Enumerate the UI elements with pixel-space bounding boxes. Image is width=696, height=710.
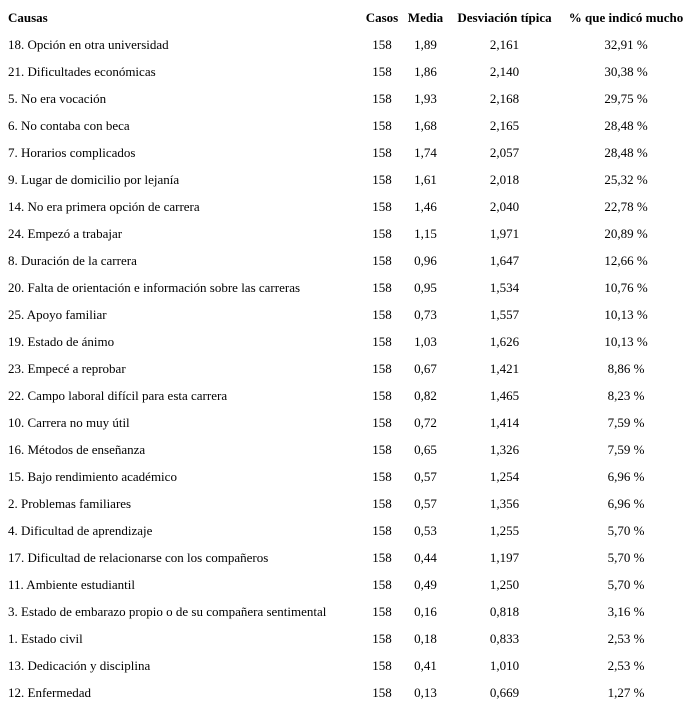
mean-cell: 1,93	[414, 90, 437, 106]
mean-cell: 1,86	[414, 63, 437, 79]
cause-cell: 1. Estado civil	[8, 630, 83, 646]
header-media: Media	[407, 9, 444, 25]
stddev-cell: 1,197	[489, 549, 520, 565]
stddev-cell: 1,010	[489, 657, 520, 673]
percent-cell: 3,16 %	[607, 603, 645, 619]
percent-cell: 32,91 %	[604, 36, 648, 52]
table-row	[6, 301, 692, 328]
table-row	[6, 355, 692, 382]
cause-cell: 12. Enfermedad	[8, 684, 92, 700]
percent-cell: 20,89 %	[604, 225, 648, 241]
mean-cell: 0,96	[414, 252, 437, 268]
cases-cell: 158	[372, 522, 392, 538]
percent-cell: 2,53 %	[607, 630, 645, 646]
cause-cell: 6. No contaba con beca	[8, 117, 130, 133]
stddev-cell: 1,326	[489, 441, 520, 457]
percent-cell: 6,96 %	[607, 468, 645, 484]
stddev-cell: 1,971	[489, 225, 520, 241]
cases-cell: 158	[372, 495, 392, 511]
cases-cell: 158	[372, 441, 392, 457]
table-row	[6, 247, 692, 274]
cause-cell: 20. Falta de orientación e información sobre las carreras	[8, 279, 301, 295]
mean-cell: 0,95	[414, 279, 437, 295]
table-row	[6, 679, 692, 706]
stddev-cell: 1,465	[489, 387, 520, 403]
cases-cell: 158	[372, 333, 392, 349]
cause-cell: 5. No era vocación	[8, 90, 107, 106]
stddev-cell: 0,833	[489, 630, 520, 646]
percent-cell: 30,38 %	[604, 63, 648, 79]
percent-cell: 1,27 %	[607, 684, 645, 700]
mean-cell: 0,49	[414, 576, 437, 592]
header-row	[6, 4, 692, 31]
stddev-cell: 1,356	[489, 495, 520, 511]
cause-cell: 10. Carrera no muy útil	[8, 414, 130, 430]
table-row	[6, 31, 692, 58]
percent-cell: 6,96 %	[607, 495, 645, 511]
mean-cell: 1,61	[414, 171, 437, 187]
cases-cell: 158	[372, 279, 392, 295]
cases-cell: 158	[372, 576, 392, 592]
mean-cell: 0,53	[414, 522, 437, 538]
percent-cell: 10,13 %	[604, 333, 648, 349]
percent-cell: 8,86 %	[607, 360, 645, 376]
table-row	[6, 517, 692, 544]
table-row	[6, 625, 692, 652]
mean-cell: 1,03	[414, 333, 437, 349]
stddev-cell: 2,161	[489, 36, 520, 52]
cases-cell: 158	[372, 360, 392, 376]
stddev-cell: 2,018	[489, 171, 520, 187]
cases-cell: 158	[372, 603, 392, 619]
percent-cell: 5,70 %	[607, 522, 645, 538]
stddev-cell: 1,534	[489, 279, 520, 295]
mean-cell: 0,57	[414, 468, 437, 484]
stddev-cell: 2,168	[489, 90, 520, 106]
cause-cell: 16. Métodos de enseñanza	[8, 441, 146, 457]
mean-cell: 0,18	[414, 630, 437, 646]
cause-cell: 22. Campo laboral difícil para esta carrera	[8, 387, 228, 403]
cause-cell: 14. No era primera opción de carrera	[8, 198, 200, 214]
mean-cell: 1,68	[414, 117, 437, 133]
cases-cell: 158	[372, 90, 392, 106]
table-row	[6, 166, 692, 193]
table-row	[6, 436, 692, 463]
table-row	[6, 544, 692, 571]
table-row	[6, 193, 692, 220]
percent-cell: 10,13 %	[604, 306, 648, 322]
header-desviacion: Desviación típica	[457, 9, 552, 25]
table-row	[6, 274, 692, 301]
table-row	[6, 409, 692, 436]
cases-cell: 158	[372, 684, 392, 700]
table-row	[6, 328, 692, 355]
cause-cell: 3. Estado de embarazo propio o de su compañera sentimental	[8, 603, 327, 619]
percent-cell: 29,75 %	[604, 90, 648, 106]
mean-cell: 0,41	[414, 657, 437, 673]
mean-cell: 1,15	[414, 225, 437, 241]
cause-cell: 17. Dificultad de relacionarse con los compañeros	[8, 549, 269, 565]
percent-cell: 28,48 %	[604, 117, 648, 133]
cases-cell: 158	[372, 306, 392, 322]
percent-cell: 28,48 %	[604, 144, 648, 160]
causes-table	[6, 4, 692, 706]
percent-cell: 5,70 %	[607, 576, 645, 592]
cause-cell: 15. Bajo rendimiento académico	[8, 468, 177, 484]
mean-cell: 0,72	[414, 414, 437, 430]
table-row	[6, 382, 692, 409]
mean-cell: 0,67	[414, 360, 437, 376]
cases-cell: 158	[372, 414, 392, 430]
header-porcentaje: % que indicó mucho	[568, 9, 684, 25]
stddev-cell: 0,818	[489, 603, 520, 619]
mean-cell: 1,46	[414, 198, 437, 214]
mean-cell: 1,74	[414, 144, 437, 160]
cases-cell: 158	[372, 117, 392, 133]
stddev-cell: 2,140	[489, 63, 520, 79]
table-row	[6, 220, 692, 247]
cause-cell: 19. Estado de ánimo	[8, 333, 115, 349]
cause-cell: 25. Apoyo familiar	[8, 306, 107, 322]
cause-cell: 9. Lugar de domicilio por lejanía	[8, 171, 180, 187]
cases-cell: 158	[372, 657, 392, 673]
percent-cell: 2,53 %	[607, 657, 645, 673]
cause-cell: 8. Duración de la carrera	[8, 252, 137, 268]
cause-cell: 4. Dificultad de aprendizaje	[8, 522, 153, 538]
table-row	[6, 139, 692, 166]
mean-cell: 0,44	[414, 549, 437, 565]
stddev-cell: 1,626	[489, 333, 520, 349]
table-row	[6, 112, 692, 139]
percent-cell: 12,66 %	[604, 252, 648, 268]
stddev-cell: 1,421	[489, 360, 520, 376]
percent-cell: 7,59 %	[607, 414, 645, 430]
cause-cell: 23. Empecé a reprobar	[8, 360, 126, 376]
percent-cell: 22,78 %	[604, 198, 648, 214]
mean-cell: 0,16	[414, 603, 437, 619]
table-row	[6, 58, 692, 85]
cases-cell: 158	[372, 198, 392, 214]
table-row	[6, 490, 692, 517]
header-causas: Causas	[8, 9, 48, 25]
mean-cell: 0,57	[414, 495, 437, 511]
stddev-cell: 1,647	[489, 252, 520, 268]
cases-cell: 158	[372, 171, 392, 187]
cases-cell: 158	[372, 252, 392, 268]
stddev-cell: 1,557	[489, 306, 520, 322]
cause-cell: 11. Ambiente estudiantil	[8, 576, 135, 592]
stddev-cell: 2,165	[489, 117, 520, 133]
cases-cell: 158	[372, 468, 392, 484]
percent-cell: 5,70 %	[607, 549, 645, 565]
stddev-cell: 1,255	[489, 522, 520, 538]
cases-cell: 158	[372, 36, 392, 52]
percent-cell: 7,59 %	[607, 441, 645, 457]
header-casos: Casos	[365, 9, 399, 25]
cause-cell: 2. Problemas familiares	[8, 495, 132, 511]
percent-cell: 8,23 %	[607, 387, 645, 403]
mean-cell: 0,73	[414, 306, 437, 322]
stddev-cell: 2,040	[489, 198, 520, 214]
stddev-cell: 1,254	[489, 468, 520, 484]
cases-cell: 158	[372, 63, 392, 79]
cases-cell: 158	[372, 630, 392, 646]
cases-cell: 158	[372, 387, 392, 403]
table-row	[6, 85, 692, 112]
table-row	[6, 598, 692, 625]
stddev-cell: 1,250	[489, 576, 520, 592]
table-row	[6, 652, 692, 679]
cause-cell: 13. Dedicación y disciplina	[8, 657, 151, 673]
cases-cell: 158	[372, 225, 392, 241]
percent-cell: 10,76 %	[604, 279, 648, 295]
cases-cell: 158	[372, 144, 392, 160]
percent-cell: 25,32 %	[604, 171, 648, 187]
mean-cell: 0,82	[414, 387, 437, 403]
mean-cell: 0,65	[414, 441, 437, 457]
cause-cell: 21. Dificultades económicas	[8, 63, 156, 79]
cause-cell: 24. Empezó a trabajar	[8, 225, 123, 241]
stddev-cell: 0,669	[489, 684, 520, 700]
stddev-cell: 1,414	[489, 414, 520, 430]
cause-cell: 18. Opción en otra universidad	[8, 36, 169, 52]
table-row	[6, 463, 692, 490]
mean-cell: 1,89	[414, 36, 437, 52]
table-row	[6, 571, 692, 598]
cause-cell: 7. Horarios complicados	[8, 144, 136, 160]
cases-cell: 158	[372, 549, 392, 565]
mean-cell: 0,13	[414, 684, 437, 700]
stddev-cell: 2,057	[489, 144, 520, 160]
